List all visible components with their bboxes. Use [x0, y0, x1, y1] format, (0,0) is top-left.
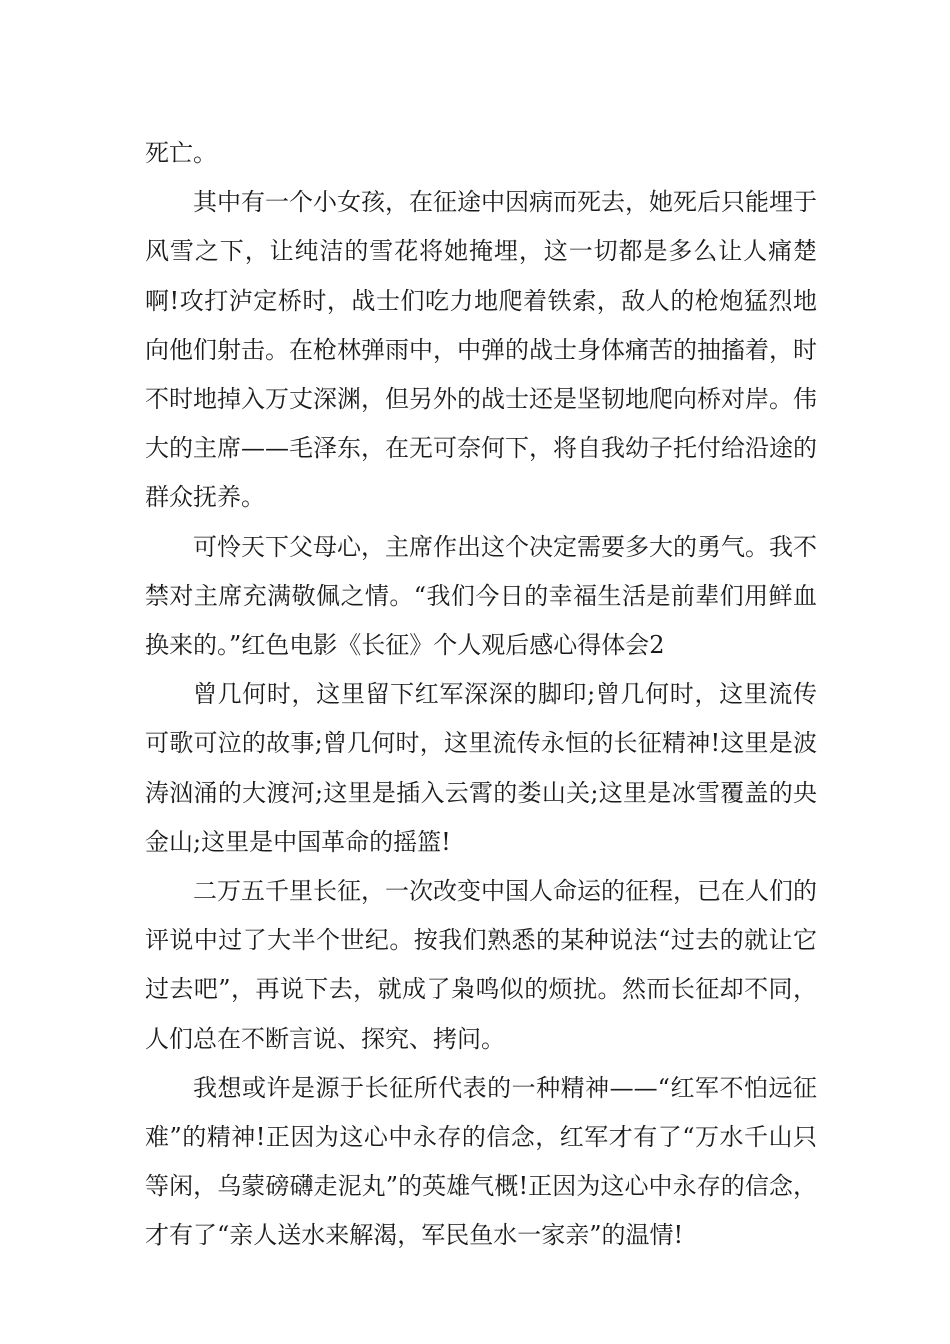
- paragraph-3: 可怜天下父母心，主席作出这个决定需要多大的勇气。我不禁对主席充满敬佩之情。“我们今日的幸福生活是前辈们用鲜血换来的。”红色电影《长征》个人观后感心得体会2: [145, 532, 817, 660]
- paragraph-6: 我想或许是源于长征所代表的一种精神——“红军不怕远征难”的精神!正因为这心中永存的信念，红军才有了“万水千山只等闲，乌蒙磅礴走泥丸”的英雄气概!正因为这心中永存的信念，才有了“亲人送水来解渴，军民鱼水一家亲”的温情!: [145, 1073, 817, 1250]
- paragraph-5: 二万五千里长征，一次改变中国人命运的征程，已在人们的评说中过了大半个世纪。按我们熟悉的某种说法“过去的就让它过去吧”，再说下去，就成了枭鸣似的烦扰。然而长征却不同，人们总在不断言说、探究、拷问。: [145, 877, 817, 1053]
- paragraph-4: 曾几何时，这里留下红军深深的脚印;曾几何时，这里流传可歌可泣的故事;曾几何时，这里流传永恒的长征精神!这里是波涛汹涌的大渡河;这里是插入云霄的娄山关;这里是冰雪覆盖的央金山;这里是中国革命的摇篮!: [145, 680, 817, 856]
- document-body: [145, 129, 817, 1261]
- paragraph-1: 死亡。: [145, 139, 217, 167]
- paragraph-2: 其中有一个小女孩，在征途中因病而死去，她死后只能埋于风雪之下，让纯洁的雪花将她掩埋，这一切都是多么让人痛楚啊!攻打泸定桥时，战士们吃力地爬着铁索，敌人的枪炮猛烈地向他们射击。在枪林弹雨中，中弹的战士身体痛苦的抽搐着，时不时地掉入万丈深渊，但另外的战士还是坚韧地爬向桥对岸。伟大的主席——毛泽东，在无可奈何下，将自我幼子托付给沿途的群众抚养。: [145, 188, 817, 512]
